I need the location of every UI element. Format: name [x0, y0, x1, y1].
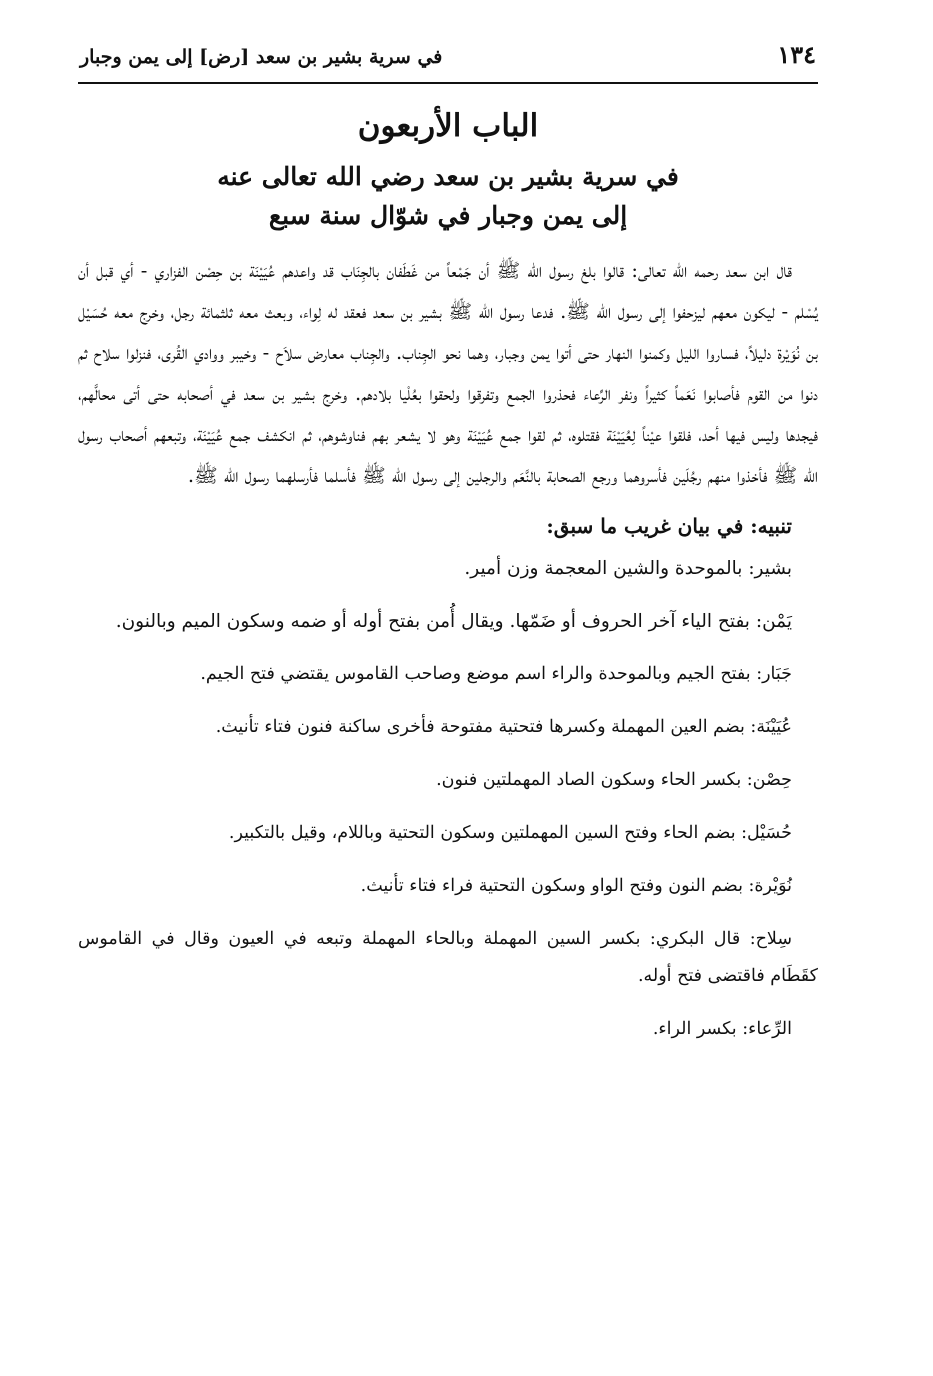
book-page — [78, 40, 818, 1064]
gloss-entry: سِلاح: قال البكري: بكسر السين المهملة وبالحاء المهملة وتبعه في العيون وقال في القاموس كقَطَام فاقتضى فتح أوله. — [78, 928, 818, 986]
narrative-paragraph: قال ابن سعد رحمه الله تعالى: قالوا بلغ رسول الله ﷺ أن جَمْعاً من غَطَفان بالجِنَاب قد واعدهم عُيَيْنَة بن حِصْن الفزاري - أي قبل أن يُسْلم - ليكون معهم ليزحفوا إلى رسول الله ﷺ. فدعا رسول الله ﷺ بشير بن سعد فعقد له لِواء، وبعث معه ثلثمائة رجل، وخرج معه حُسَيْل بن نُوَيْرة دليلاً، فساروا الليل وكمنوا النهار حتى أتوا يمن وجبار، وهما نحو الجِناب. والجِناب معارض سلاَح - وخيبر ووادي القُرى، فنزلوا سلاح ثم دنوا من القوم فأصابوا نَعَماً كثيراً ونفر الرِّعاء فحذروا الجمع وتفرقوا ولحقوا بعُلْيا بلادهم. وخرج بشير بن سعد في أصحابه حتى أتى محالَّهم، فيجدها وليس فيها أحد، فلقوا عيْناً لِعُيَيْنَة فقتلوه، ثم لقوا جمع عُيَيْنَة وهو لا يشعر بهم فناوشوهم، ثم انكشف جمع عُيَيْنَة، وتبعهم أصحاب رسول الله ﷺ فأخذوا منهم رجُلَين فأسروهما ورجع الصحابة بالنَّعَم والرجلين إلى رسول الله ﷺ فأسلما فأرسلهما رسول الله ﷺ. — [78, 258, 818, 487]
page-number: ١٣٤ — [777, 40, 816, 69]
gloss-entry: نُوَيْرة: بضم النون وفتح الواو وسكون التحتية فراء فتاء تأنيث. — [360, 875, 792, 896]
chapter-subtitle-line-1: في سرية بشير بن سعد رضي الله تعالى عنه — [217, 162, 679, 192]
chapter-subtitle-line-2: إلى يمن وجبار في شوّال سنة سبع — [268, 201, 628, 231]
gloss-entry: عُيَيْنَة: بضم العين المهملة وكسرها فتحتية مفتوحة فأخرى ساكنة فنون فتاء تأنيث. — [215, 716, 792, 737]
gloss-entry: بشير: بالموحدة والشين المعجمة وزن أمير. — [464, 557, 792, 579]
running-title: في سرية بشير بن سعد [رض] إلى يمن وجبار — [80, 46, 443, 68]
gloss-entry: جَبَار: بفتح الجيم وبالموحدة والراء اسم موضع وصاحب القاموس يقتضي فتح الجيم. — [200, 663, 792, 684]
running-header — [78, 40, 818, 84]
chapter-title: الباب الأربعون — [357, 108, 539, 144]
gloss-entry: حُسَيْل: بضم الحاء وفتح السين المهملتين وسكون التحتية وباللام، وقيل بالتكبير. — [228, 822, 792, 843]
chapter-subtitle — [78, 158, 818, 236]
gloss-entry: الرِّعاء: بكسر الراء. — [652, 1018, 792, 1039]
notes-heading: تنبيه: في بيان غريب ما سبق: — [546, 513, 792, 538]
gloss-entry: يَمْن: بفتح الياء آخر الحروف أو ضَمّها. ويقال أُمن بفتح أوله أو ضمه وسكون الميم وبالنون. — [115, 610, 792, 632]
gloss-entry: حِصْن: بكسر الحاء وسكون الصاد المهملتين فنون. — [436, 769, 792, 790]
